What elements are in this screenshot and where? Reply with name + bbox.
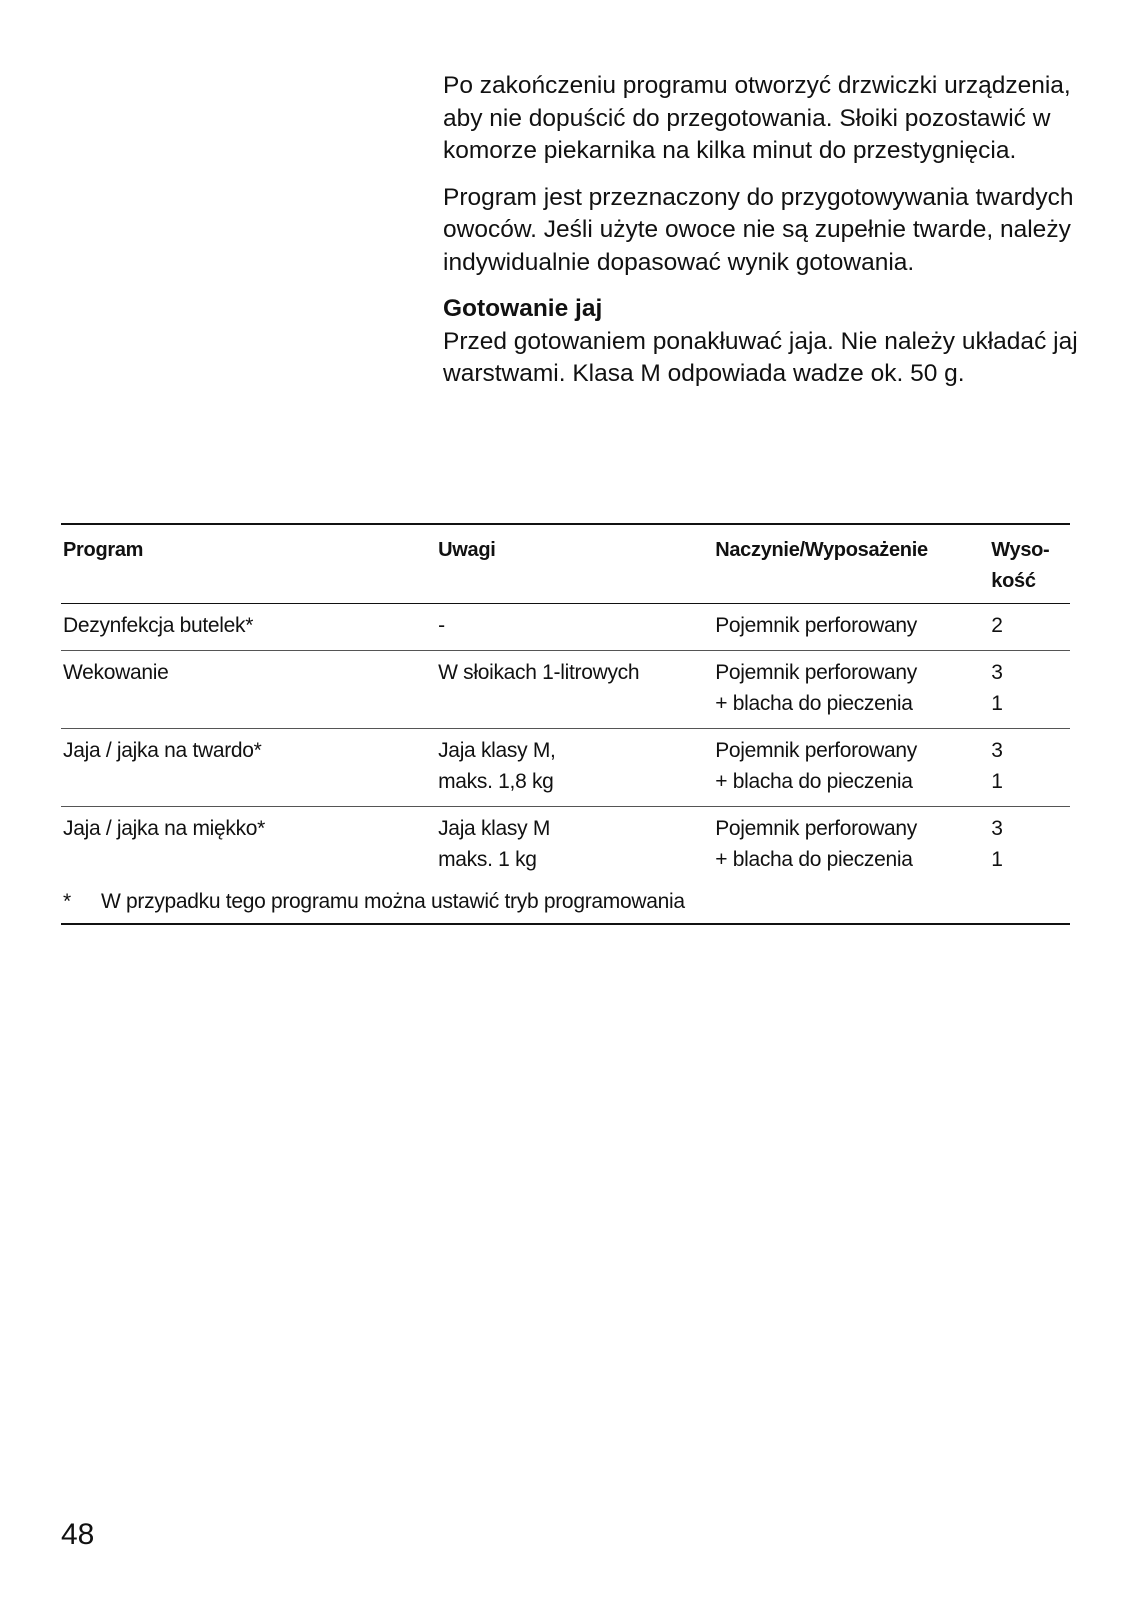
header-height [989, 525, 1070, 604]
header-height-line-2: kość [991, 570, 1036, 592]
intro-paragraph-2: Program jest przeznaczony do przygotowywania twardych owoców. Jeśli użyte owoce nie są zupełnie twarde, należy indywidualnie dopasować wynik gotowania. [443, 183, 1074, 276]
row-notes [436, 651, 713, 729]
row-vessel [713, 604, 989, 651]
intro-paragraph-1: Po zakończeniu programu otworzyć drzwiczki urządzenia, aby nie dopuścić do przegotowania. Słoiki pozostawić w komorze piekarnika na kilka minut do przestygnięcia. [443, 72, 1071, 164]
row-height [989, 729, 1070, 807]
row-vessel-line: Pojemnik perforowany [715, 739, 917, 762]
row-notes [436, 807, 713, 885]
row-height-line: 1 [991, 770, 1003, 793]
header-height-line-1: Wyso- [991, 539, 1050, 561]
row-height-line: 3 [991, 661, 1003, 684]
row-height [989, 604, 1070, 651]
row-vessel-line: + blacha do pieczenia [715, 770, 913, 793]
row-vessel-line: Pojemnik perforowany [715, 661, 917, 684]
row-height-line: 2 [991, 614, 1003, 637]
row-program: Wekowanie [63, 661, 169, 684]
row-vessel-line: + blacha do pieczenia [715, 848, 913, 871]
row-vessel [713, 807, 989, 885]
footnote-text: W przypadku tego programu można ustawić tryb programowania [101, 890, 685, 913]
program-table [61, 523, 1070, 925]
table-row [61, 807, 1070, 885]
table-footnote [61, 884, 1070, 923]
row-notes [436, 604, 713, 651]
header-notes: Uwagi [438, 539, 496, 561]
row-vessel-line: Pojemnik perforowany [715, 614, 917, 637]
eggs-paragraph: Przed gotowaniem ponakłuwać jaja. Nie należy układać jaj warstwami. Klasa M odpowiada wadze ok. 50 g. [443, 327, 1078, 387]
row-vessel-line: + blacha do pieczenia [715, 692, 913, 715]
row-vessel [713, 651, 989, 729]
row-height-line: 3 [991, 739, 1003, 762]
row-height [989, 807, 1070, 885]
row-notes-line: maks. 1,8 kg [438, 770, 554, 793]
intro-section [443, 70, 1083, 405]
header-vessel: Naczynie/Wyposażenie [715, 539, 928, 561]
row-program: Dezynfekcja butelek* [63, 614, 254, 637]
table-row [61, 604, 1070, 651]
table-header-row [61, 525, 1070, 604]
row-notes-line: Jaja klasy M [438, 817, 551, 840]
row-vessel [713, 729, 989, 807]
row-vessel-line: Pojemnik perforowany [715, 817, 917, 840]
row-notes-line: Jaja klasy M, [438, 739, 556, 762]
row-height-line: 1 [991, 692, 1003, 715]
page-number: 48 [61, 1518, 95, 1551]
header-program: Program [63, 539, 144, 561]
row-program: Jaja / jajka na miękko* [63, 817, 266, 840]
row-program: Jaja / jajka na twardo* [63, 739, 262, 762]
row-notes [436, 729, 713, 807]
footnote-row [61, 884, 1070, 923]
footnote-marker: * [63, 890, 71, 913]
eggs-heading: Gotowanie jaj [443, 295, 603, 322]
row-height-line: 1 [991, 848, 1003, 871]
table-row [61, 651, 1070, 729]
row-height-line: 3 [991, 817, 1003, 840]
row-notes-line: maks. 1 kg [438, 848, 537, 871]
table-row [61, 729, 1070, 807]
row-height [989, 651, 1070, 729]
row-notes-line: - [438, 614, 445, 637]
row-notes-line: W słoikach 1-litrowych [438, 661, 640, 684]
